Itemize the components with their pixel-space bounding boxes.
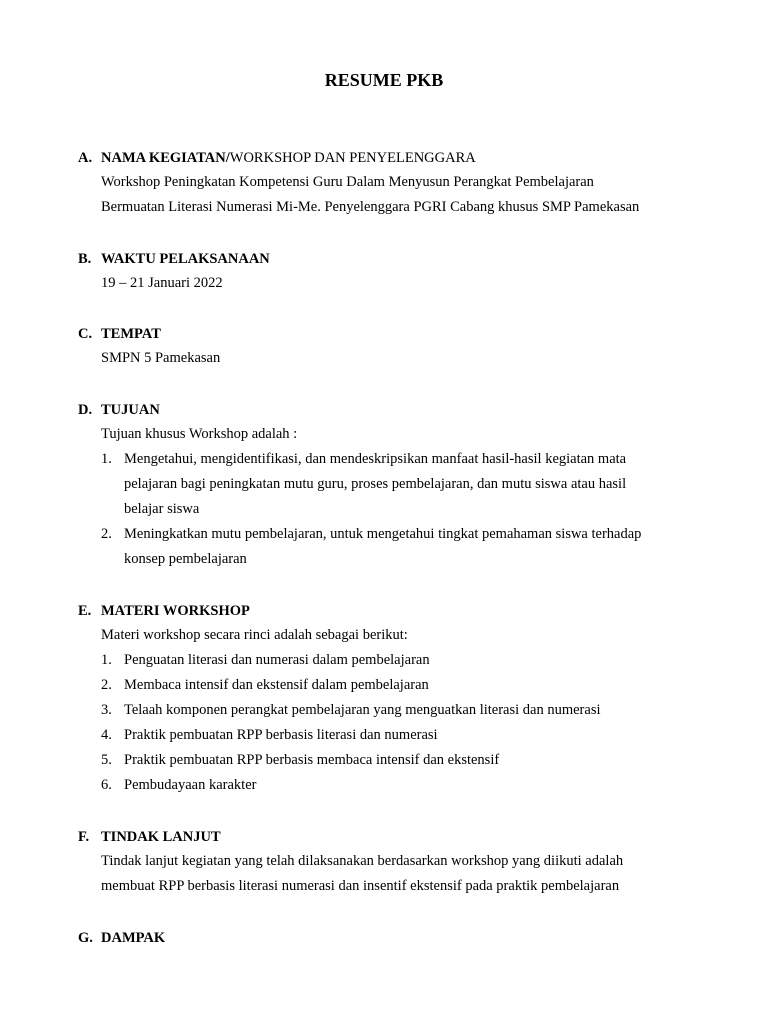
list-item-line: pelajaran bagi peningkatan mutu guru, proses pembelajaran, dan mutu siswa atau hasil bbox=[124, 476, 627, 492]
list-number: 5. bbox=[101, 752, 112, 768]
paragraph-line: SMPN 5 Pamekasan bbox=[101, 350, 221, 366]
list-number: 1. bbox=[101, 451, 112, 467]
section-letter: D. bbox=[78, 402, 93, 418]
list-item-line: Meningkatkan mutu pembelajaran, untuk mengetahui tingkat pemahaman siswa terhadap bbox=[124, 526, 642, 542]
section-dampak bbox=[78, 926, 718, 950]
list-item bbox=[101, 723, 718, 748]
list-item bbox=[101, 447, 718, 522]
list-item-line: belajar siswa bbox=[124, 501, 200, 517]
section-heading bbox=[78, 825, 718, 849]
page-title: RESUME PKB bbox=[324, 70, 444, 90]
list-item-line: konsep pembelajaran bbox=[124, 551, 247, 567]
section-heading bbox=[78, 926, 718, 950]
list-item bbox=[101, 673, 718, 698]
section-letter: E. bbox=[78, 603, 92, 619]
section-heading-text: TUJUAN bbox=[101, 402, 160, 418]
section-heading-text: TEMPAT bbox=[101, 326, 161, 342]
list-number: 2. bbox=[101, 526, 112, 542]
section-intro: Tujuan khusus Workshop adalah : bbox=[101, 426, 298, 442]
list-item bbox=[101, 648, 718, 673]
section-heading-text: MATERI WORKSHOP bbox=[101, 603, 250, 619]
section-letter: A. bbox=[78, 150, 93, 166]
section-heading-text: TINDAK LANJUT bbox=[101, 829, 221, 845]
list-number: 4. bbox=[101, 727, 112, 743]
section-letter: C. bbox=[78, 326, 93, 342]
list-item-text: Praktik pembuatan RPP berbasis membaca intensif dan ekstensif bbox=[124, 752, 500, 768]
section-intro: Materi workshop secara rinci adalah sebagai berikut: bbox=[101, 627, 408, 643]
list-item bbox=[101, 698, 718, 723]
section-materi-workshop bbox=[78, 599, 718, 798]
paragraph-line: Bermuatan Literasi Numerasi Mi-Me. Penyelenggara PGRI Cabang khusus SMP Pamekasan bbox=[101, 199, 640, 215]
list-number: 1. bbox=[101, 652, 112, 668]
list-item-text: Penguatan literasi dan numerasi dalam pembelajaran bbox=[124, 652, 430, 668]
section-letter: B. bbox=[78, 251, 92, 267]
list-item bbox=[101, 748, 718, 773]
section-heading bbox=[78, 599, 718, 623]
section-tujuan bbox=[78, 398, 718, 572]
section-heading-text: WAKTU PELAKSANAAN bbox=[101, 251, 270, 267]
section-nama-kegiatan bbox=[78, 146, 718, 220]
list-number: 2. bbox=[101, 677, 112, 693]
section-letter: G. bbox=[78, 930, 93, 946]
section-heading-text: DAMPAK bbox=[101, 930, 166, 946]
section-heading bbox=[78, 398, 718, 422]
section-waktu-pelaksanaan bbox=[78, 247, 718, 296]
list-item-text: Praktik pembuatan RPP berbasis literasi dan numerasi bbox=[124, 727, 438, 743]
list-number: 6. bbox=[101, 777, 112, 793]
list-item bbox=[101, 773, 718, 798]
section-heading bbox=[78, 322, 718, 346]
section-heading bbox=[78, 247, 718, 271]
list-number: 3. bbox=[101, 702, 112, 718]
section-letter: F. bbox=[78, 829, 90, 845]
paragraph-line: Tindak lanjut kegiatan yang telah dilaksanakan berdasarkan workshop yang diikuti adalah bbox=[101, 853, 624, 869]
paragraph-line: 19 – 21 Januari 2022 bbox=[101, 275, 223, 291]
list-item-text: Membaca intensif dan ekstensif dalam pembelajaran bbox=[124, 677, 429, 693]
section-heading bbox=[78, 146, 718, 170]
list-item-text: Telaah komponen perangkat pembelajaran yang menguatkan literasi dan numerasi bbox=[124, 702, 601, 718]
list-item-text: Pembudayaan karakter bbox=[124, 777, 257, 793]
list-item-line: Mengetahui, mengidentifikasi, dan mendeskripsikan manfaat hasil-hasil kegiatan mata bbox=[124, 451, 627, 467]
section-tindak-lanjut bbox=[78, 825, 718, 899]
section-tempat bbox=[78, 322, 718, 371]
section-heading-normal: WORKSHOP DAN PENYELENGGARA bbox=[229, 150, 476, 166]
paragraph-line: membuat RPP berbasis literasi numerasi dan insentif ekstensif pada praktik pembelajaran bbox=[101, 878, 620, 894]
list-item bbox=[101, 522, 718, 572]
section-heading-bold: NAMA KEGIATAN/ bbox=[101, 150, 230, 166]
paragraph-line: Workshop Peningkatan Kompetensi Guru Dalam Menyusun Perangkat Pembelajaran bbox=[101, 174, 594, 190]
